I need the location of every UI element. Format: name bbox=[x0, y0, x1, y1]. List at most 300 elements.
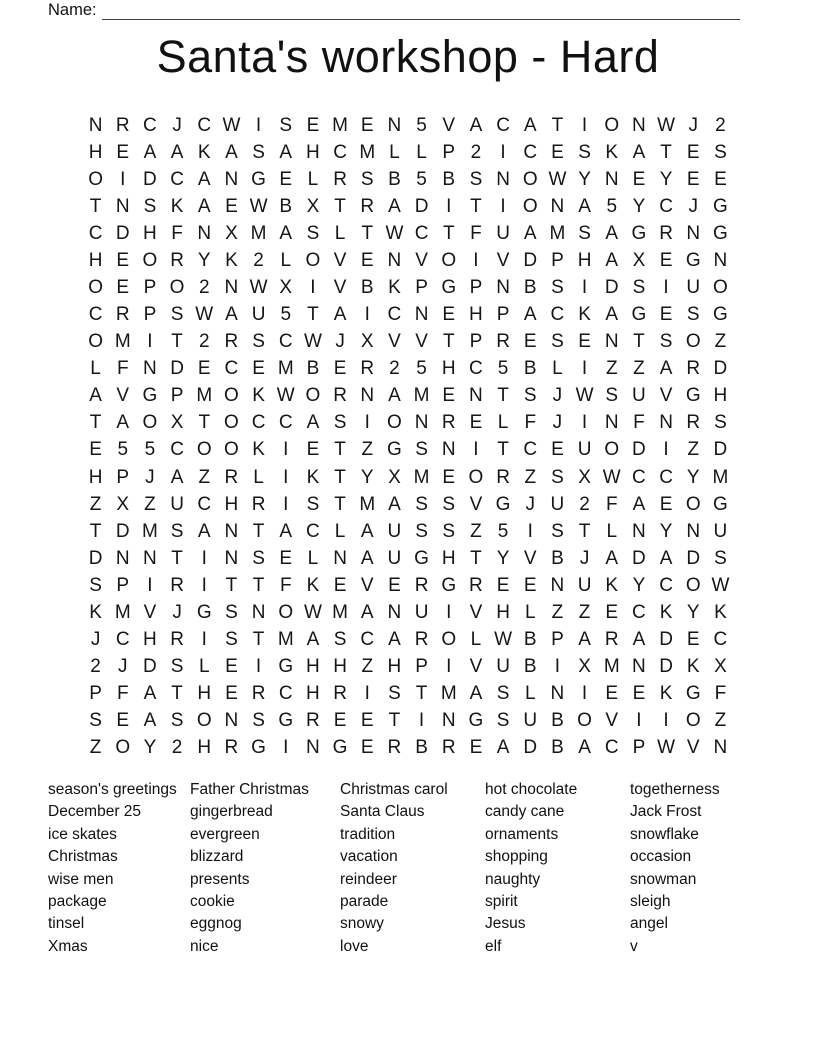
word-list-item: elf bbox=[485, 937, 502, 955]
grid-cell: S bbox=[686, 304, 700, 326]
grid-cell: L bbox=[470, 629, 482, 651]
grid-cell: A bbox=[659, 358, 673, 380]
grid-cell: S bbox=[496, 683, 510, 705]
grid-cell: C bbox=[659, 195, 673, 217]
grid-cell: Y bbox=[659, 168, 673, 190]
grid-cell: P bbox=[442, 141, 456, 163]
grid-cell: U bbox=[496, 656, 510, 678]
grid-cell: 5 bbox=[280, 304, 292, 326]
grid-cell: W bbox=[575, 385, 594, 407]
grid-cell: A bbox=[578, 737, 591, 759]
grid-cell: M bbox=[332, 114, 348, 136]
grid-cell: K bbox=[578, 304, 591, 326]
grid-cell: L bbox=[253, 466, 264, 488]
grid-cell: N bbox=[306, 737, 320, 759]
grid-cell: X bbox=[279, 277, 293, 298]
grid-cell: C bbox=[550, 304, 565, 326]
grid-cell: L bbox=[334, 520, 346, 542]
grid-cell: 2 bbox=[579, 493, 590, 515]
grid-cell: E bbox=[605, 683, 619, 705]
word-list-item: tinsel bbox=[48, 915, 85, 933]
grid-cell: G bbox=[142, 385, 158, 407]
grid-cell: H bbox=[577, 249, 592, 271]
grid-cell: X bbox=[116, 493, 130, 515]
grid-cell: L bbox=[307, 168, 319, 190]
grid-cell: M bbox=[277, 629, 294, 651]
grid-cell: O bbox=[224, 439, 239, 461]
grid-cell: D bbox=[604, 277, 619, 298]
grid-cell: E bbox=[360, 114, 374, 136]
grid-cell: D bbox=[143, 656, 157, 678]
grid-cell: B bbox=[551, 710, 564, 732]
grid-cell: S bbox=[714, 141, 727, 163]
grid-cell: 2 bbox=[389, 358, 400, 380]
grid-cell: I bbox=[147, 574, 153, 596]
grid-cell: G bbox=[468, 710, 484, 732]
grid-cell: E bbox=[659, 249, 673, 271]
grid-cell: S bbox=[306, 493, 320, 515]
word-list-column bbox=[485, 779, 630, 958]
grid-cell: I bbox=[473, 249, 479, 271]
grid-cell: N bbox=[713, 737, 728, 759]
grid-cell: E bbox=[551, 439, 564, 461]
grid-cell: H bbox=[496, 601, 510, 623]
grid-cell: K bbox=[170, 195, 184, 217]
grid-cell: E bbox=[306, 439, 320, 461]
grid-cell: V bbox=[143, 601, 157, 623]
grid-cell: G bbox=[196, 601, 212, 623]
grid-cell: J bbox=[552, 385, 563, 407]
grid-cell: W bbox=[222, 114, 241, 136]
grid-cell: F bbox=[171, 222, 183, 244]
grid-cell: T bbox=[252, 574, 265, 596]
grid-cell: H bbox=[224, 493, 239, 515]
grid-cell: A bbox=[578, 195, 591, 217]
grid-cell: I bbox=[581, 358, 588, 380]
grid-cell: A bbox=[523, 114, 537, 136]
grid-cell: 5 bbox=[144, 439, 156, 461]
word-list-item: wise men bbox=[48, 870, 114, 888]
grid-cell: A bbox=[496, 737, 510, 759]
grid-cell: X bbox=[360, 331, 374, 353]
grid-cell: R bbox=[441, 412, 456, 434]
grid-cell: T bbox=[470, 195, 482, 217]
grid-cell: J bbox=[335, 331, 345, 353]
grid-cell: I bbox=[310, 277, 316, 298]
grid-cell: E bbox=[442, 385, 456, 407]
grid-cell: S bbox=[333, 412, 347, 434]
grid-cell: Z bbox=[524, 466, 537, 488]
grid-cell: B bbox=[415, 737, 428, 759]
grid-cell: S bbox=[388, 683, 401, 705]
grid-cell: 2 bbox=[198, 331, 210, 353]
grid-cell: N bbox=[604, 168, 619, 190]
grid-cell: T bbox=[307, 304, 319, 326]
grid-cell: H bbox=[88, 466, 103, 488]
grid-cell: M bbox=[440, 683, 457, 705]
grid-cell: C bbox=[306, 520, 320, 542]
grid-cell: S bbox=[170, 656, 184, 678]
grid-cell: V bbox=[496, 249, 510, 271]
grid-cell: J bbox=[525, 493, 535, 515]
grid-cell: Y bbox=[632, 195, 646, 217]
grid-cell: G bbox=[387, 439, 402, 461]
grid-cell: S bbox=[496, 710, 510, 732]
grid-cell: F bbox=[524, 412, 537, 434]
grid-cell: H bbox=[306, 656, 320, 678]
grid-cell: C bbox=[88, 222, 103, 244]
grid-cell: G bbox=[278, 710, 294, 732]
grid-cell: D bbox=[632, 547, 646, 569]
grid-cell: L bbox=[198, 656, 210, 678]
grid-cell: R bbox=[414, 574, 429, 596]
grid-cell: K bbox=[714, 601, 727, 623]
grid-cell: F bbox=[116, 358, 129, 380]
grid-cell: X bbox=[306, 195, 320, 217]
grid-cell: R bbox=[360, 358, 375, 380]
grid-cell: A bbox=[197, 168, 211, 190]
grid-cell: 5 bbox=[416, 358, 427, 380]
grid-cell: H bbox=[469, 304, 483, 326]
grid-cell: N bbox=[197, 222, 212, 244]
grid-cell: M bbox=[196, 385, 213, 407]
grid-cell: E bbox=[360, 249, 374, 271]
grid-cell: I bbox=[446, 656, 452, 678]
grid-cell: D bbox=[523, 737, 538, 759]
grid-cell: C bbox=[496, 114, 510, 136]
grid-cell: E bbox=[116, 249, 130, 271]
grid-cell: W bbox=[195, 304, 214, 326]
grid-cell: 5 bbox=[606, 195, 618, 217]
grid-cell: C bbox=[143, 114, 157, 136]
grid-cell: O bbox=[88, 168, 103, 190]
grid-cell: U bbox=[523, 710, 538, 732]
grid-cell: K bbox=[659, 601, 673, 623]
grid-cell: N bbox=[414, 304, 429, 326]
word-list-column bbox=[190, 779, 340, 958]
grid-cell: O bbox=[685, 331, 701, 353]
grid-cell: L bbox=[334, 222, 346, 244]
grid-cell: U bbox=[387, 520, 402, 542]
grid-cell: N bbox=[115, 547, 130, 569]
grid-cell: U bbox=[577, 574, 592, 596]
grid-cell: B bbox=[523, 629, 537, 651]
grid-cell: O bbox=[142, 249, 158, 271]
grid-cell: Z bbox=[605, 358, 618, 380]
grid-cell: N bbox=[333, 547, 347, 569]
grid-cell: N bbox=[632, 520, 646, 542]
grid-cell: C bbox=[278, 412, 293, 434]
grid-cell: O bbox=[522, 168, 538, 190]
grid-cell: N bbox=[224, 710, 239, 732]
grid-cell: E bbox=[632, 683, 646, 705]
grid-cell: D bbox=[659, 629, 673, 651]
grid-cell: P bbox=[415, 277, 428, 298]
grid-cell: O bbox=[305, 249, 321, 271]
word-list-item: Jack Frost bbox=[630, 803, 702, 821]
grid-cell: O bbox=[604, 439, 620, 461]
grid-cell: I bbox=[663, 439, 669, 461]
grid-cell: E bbox=[225, 683, 238, 705]
grid-cell: R bbox=[251, 683, 266, 705]
grid-cell: 2 bbox=[253, 249, 264, 271]
grid-cell: Y bbox=[496, 547, 510, 569]
grid-cell: G bbox=[713, 195, 728, 217]
grid-cell: E bbox=[578, 331, 591, 353]
grid-cell: C bbox=[170, 439, 184, 461]
grid-cell: G bbox=[631, 304, 647, 326]
word-list-item: Xmas bbox=[48, 937, 88, 955]
grid-cell: 5 bbox=[497, 520, 509, 542]
grid-cell: T bbox=[633, 331, 645, 353]
grid-cell: 2 bbox=[90, 656, 101, 678]
word-list-item: evergreen bbox=[190, 825, 260, 843]
grid-cell: R bbox=[496, 466, 510, 488]
grid-cell: E bbox=[333, 710, 347, 732]
grid-cell: T bbox=[497, 439, 509, 461]
grid-cell: M bbox=[359, 141, 376, 163]
grid-cell: H bbox=[441, 547, 456, 569]
grid-cell: U bbox=[496, 222, 510, 244]
grid-cell: I bbox=[554, 656, 561, 678]
grid-cell: K bbox=[252, 439, 265, 461]
grid-cell: N bbox=[387, 249, 402, 271]
grid-cell: G bbox=[685, 249, 701, 271]
word-list-item: sleigh bbox=[630, 893, 671, 911]
grid-cell: E bbox=[496, 574, 510, 596]
grid-cell: E bbox=[279, 547, 293, 569]
grid-cell: A bbox=[523, 222, 537, 244]
grid-cell: T bbox=[442, 222, 455, 244]
grid-cell: T bbox=[334, 195, 346, 217]
grid-cell: I bbox=[255, 656, 262, 678]
grid-cell: E bbox=[659, 304, 673, 326]
grid-cell: I bbox=[446, 601, 452, 623]
grid-cell: Y bbox=[686, 601, 700, 623]
name-field bbox=[48, 1, 740, 20]
grid-cell: T bbox=[334, 439, 346, 461]
grid-cell: H bbox=[306, 141, 320, 163]
name-label: Name: bbox=[48, 1, 97, 19]
word-list-item: tradition bbox=[340, 825, 396, 843]
grid-cell: N bbox=[496, 168, 510, 190]
grid-cell: N bbox=[659, 412, 673, 434]
grid-cell: Y bbox=[143, 737, 157, 759]
grid-cell: S bbox=[306, 222, 320, 244]
word-list-column bbox=[48, 779, 190, 958]
grid-cell: R bbox=[170, 629, 184, 651]
grid-cell: T bbox=[171, 331, 183, 353]
grid-cell: A bbox=[605, 547, 619, 569]
name-blank-line bbox=[102, 2, 740, 20]
grid-cell: W bbox=[548, 168, 567, 190]
word-list-item: nice bbox=[190, 937, 219, 955]
grid-cell: S bbox=[415, 439, 428, 461]
grid-cell: A bbox=[632, 493, 646, 515]
grid-cell: Y bbox=[632, 574, 646, 596]
grid-cell: A bbox=[279, 520, 293, 542]
grid-cell: Y bbox=[686, 466, 700, 488]
grid-cell: S bbox=[551, 331, 564, 353]
grid-cell: O bbox=[685, 710, 701, 732]
word-list-item: snowflake bbox=[630, 825, 699, 843]
word-list-item: occasion bbox=[630, 848, 692, 866]
grid-cell: W bbox=[657, 114, 676, 136]
grid-cell: S bbox=[170, 520, 184, 542]
grid-cell: N bbox=[441, 439, 456, 461]
grid-cell: C bbox=[251, 412, 266, 434]
grid-cell: 2 bbox=[198, 277, 210, 298]
grid-cell: W bbox=[494, 629, 513, 651]
grid-cell: X bbox=[578, 656, 591, 678]
grid-cell: K bbox=[197, 141, 211, 163]
grid-cell: O bbox=[169, 277, 185, 298]
grid-cell: A bbox=[333, 304, 347, 326]
grid-cell: A bbox=[388, 629, 401, 651]
grid-cell: H bbox=[441, 358, 456, 380]
grid-cell: B bbox=[388, 168, 401, 190]
grid-cell: A bbox=[170, 141, 184, 163]
grid-cell: N bbox=[632, 114, 646, 136]
grid-cell: E bbox=[279, 168, 293, 190]
grid-cell: I bbox=[283, 493, 289, 515]
grid-cell: E bbox=[605, 601, 619, 623]
grid-cell: P bbox=[116, 574, 130, 596]
grid-cell: S bbox=[415, 493, 428, 515]
grid-cell: Z bbox=[578, 601, 591, 623]
grid-cell: P bbox=[551, 629, 564, 651]
grid-cell: S bbox=[442, 520, 456, 542]
grid-cell: F bbox=[633, 412, 645, 434]
grid-cell: Z bbox=[144, 493, 156, 515]
grid-cell: G bbox=[332, 737, 348, 759]
grid-cell: L bbox=[552, 358, 563, 380]
grid-cell: G bbox=[713, 222, 728, 244]
grid-cell: W bbox=[657, 737, 676, 759]
grid-cell: N bbox=[469, 385, 483, 407]
grid-cell: B bbox=[551, 737, 564, 759]
grid-cell: T bbox=[660, 141, 672, 163]
grid-cell: M bbox=[114, 601, 131, 623]
grid-cell: N bbox=[550, 683, 565, 705]
grid-cell: E bbox=[469, 737, 483, 759]
grid-cell: I bbox=[364, 412, 370, 434]
grid-cell: N bbox=[550, 195, 565, 217]
grid-cell: R bbox=[115, 114, 130, 136]
grid-cell: P bbox=[143, 304, 157, 326]
grid-cell: A bbox=[469, 114, 483, 136]
grid-cell: D bbox=[88, 547, 103, 569]
grid-cell: D bbox=[414, 195, 429, 217]
grid-cell: I bbox=[364, 304, 370, 326]
grid-cell: N bbox=[143, 358, 157, 380]
grid-cell: S bbox=[551, 520, 564, 542]
grid-cell: V bbox=[415, 249, 428, 271]
grid-cell: O bbox=[685, 574, 701, 596]
grid-cell: V bbox=[333, 249, 347, 271]
grid-cell: G bbox=[278, 656, 294, 678]
grid-cell: R bbox=[115, 304, 130, 326]
grid-cell: K bbox=[89, 601, 102, 623]
grid-cell: I bbox=[663, 277, 669, 298]
grid-cell: T bbox=[361, 222, 374, 244]
grid-cell: A bbox=[605, 222, 619, 244]
grid-cell: H bbox=[713, 385, 728, 407]
grid-cell: S bbox=[252, 547, 265, 569]
grid-cell: G bbox=[251, 737, 266, 759]
grid-cell: N bbox=[224, 520, 239, 542]
grid-cell: P bbox=[89, 683, 102, 705]
grid-cell: I bbox=[120, 168, 126, 190]
grid-cell: G bbox=[713, 304, 728, 326]
grid-cell: 5 bbox=[416, 114, 427, 136]
grid-cell: N bbox=[115, 195, 130, 217]
grid-cell: D bbox=[143, 168, 157, 190]
word-list-item: togetherness bbox=[630, 781, 720, 798]
grid-cell: S bbox=[442, 493, 456, 515]
grid-cell: K bbox=[306, 574, 320, 596]
grid-cell: E bbox=[714, 168, 727, 190]
word-list-item: parade bbox=[340, 893, 389, 911]
grid-cell: E bbox=[116, 710, 130, 732]
grid-cell: Z bbox=[361, 439, 374, 461]
grid-cell: P bbox=[116, 466, 130, 488]
grid-cell: U bbox=[577, 439, 592, 461]
grid-cell: L bbox=[90, 358, 101, 380]
grid-cell: O bbox=[604, 114, 620, 136]
grid-cell: T bbox=[442, 331, 455, 353]
grid-cell: L bbox=[389, 141, 400, 163]
grid-cell: M bbox=[141, 520, 158, 542]
grid-cell: Z bbox=[714, 710, 727, 732]
word-list-item: Father Christmas bbox=[190, 781, 309, 798]
grid-cell: E bbox=[306, 114, 320, 136]
grid-cell: U bbox=[414, 601, 429, 623]
grid-cell: I bbox=[500, 141, 506, 163]
grid-cell: N bbox=[224, 168, 239, 190]
grid-cell: E bbox=[442, 304, 456, 326]
grid-cell: A bbox=[360, 601, 374, 623]
grid-cell: M bbox=[277, 358, 294, 380]
word-list-item: ornaments bbox=[485, 825, 559, 843]
grid-cell: S bbox=[279, 114, 293, 136]
grid-cell: B bbox=[442, 168, 456, 190]
grid-cell: I bbox=[527, 520, 533, 542]
grid-cell: D bbox=[170, 358, 184, 380]
grid-cell: A bbox=[116, 412, 130, 434]
grid-cell: V bbox=[686, 737, 700, 759]
grid-cell: R bbox=[306, 710, 320, 732]
grid-cell: O bbox=[441, 629, 457, 651]
grid-cell: X bbox=[225, 222, 238, 244]
grid-cell: N bbox=[604, 331, 619, 353]
word-list-column bbox=[340, 779, 485, 958]
grid-cell: S bbox=[551, 277, 564, 298]
grid-cell: U bbox=[387, 547, 402, 569]
grid-cell: K bbox=[388, 277, 401, 298]
grid-cell: A bbox=[388, 195, 401, 217]
grid-cell: W bbox=[303, 331, 322, 353]
grid-cell: C bbox=[632, 466, 646, 488]
grid-cell: C bbox=[414, 222, 429, 244]
grid-cell: T bbox=[89, 412, 102, 434]
grid-cell: K bbox=[252, 385, 265, 407]
grid-cell: E bbox=[686, 141, 700, 163]
grid-cell: R bbox=[414, 629, 429, 651]
grid-cell: P bbox=[469, 331, 483, 353]
word-list-item: ice skates bbox=[48, 825, 117, 843]
grid-cell: L bbox=[524, 601, 536, 623]
